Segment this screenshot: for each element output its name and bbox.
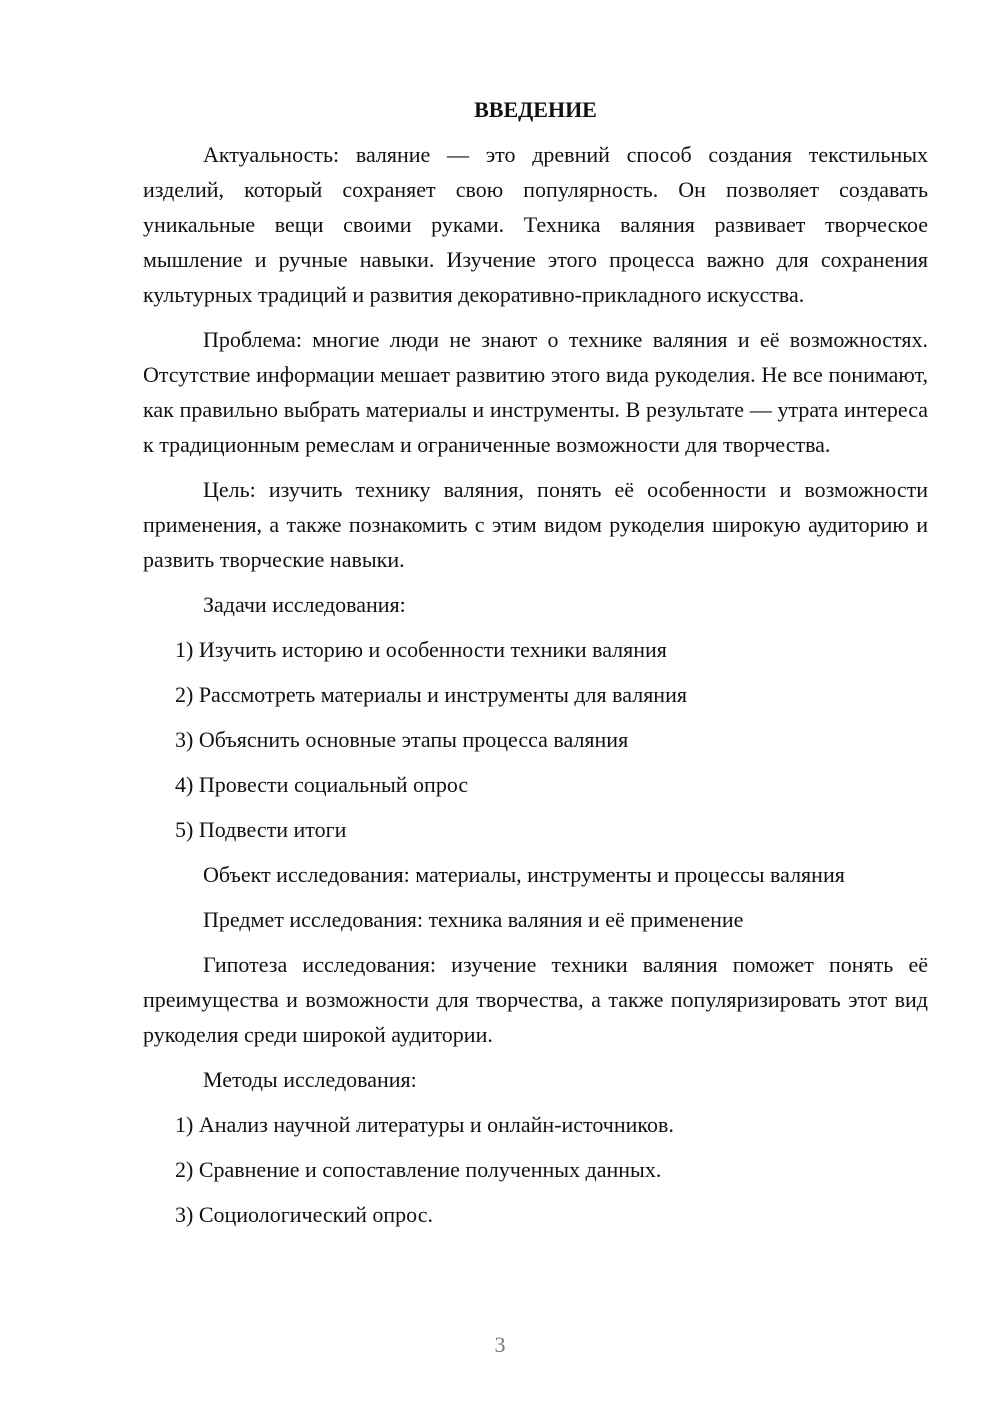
list-item: 5) Подвести итоги xyxy=(175,817,347,842)
page-title: ВВЕДЕНИЕ xyxy=(474,97,597,122)
problem-paragraph: Проблема: многие люди не знают о технике валяния и её возможностях. Отсутствие информации мешает развитию этого вида рукоделия. Не все понимают, как правильно выбрать материалы и инструменты. В результате — утрата интереса к традиционным ремеслам и ограниченные возможности для творчества. xyxy=(143,327,928,457)
document-page xyxy=(143,92,928,1242)
list-item: 2) Сравнение и сопоставление полученных данных. xyxy=(175,1157,662,1182)
page-number: 3 xyxy=(494,1332,506,1357)
relevance-paragraph: Актуальность: валяние — это древний способ создания текстильных изделий, который сохраняет свою популярность. Он позволяет создавать уникальные вещи своими руками. Техника валяния развивает творческое мышление и ручные навыки. Изучение этого процесса важно для сохранения культурных традиций и развития декоративно-прикладного искусства. xyxy=(143,142,928,307)
tasks-heading: Задачи исследования: xyxy=(203,592,406,617)
methods-list xyxy=(143,1107,928,1232)
list-item: 3) Социологический опрос. xyxy=(175,1202,433,1227)
list-item: 1) Изучить историю и особенности техники валяния xyxy=(175,637,667,662)
hypothesis-paragraph: Гипотеза исследования: изучение техники валяния поможет понять её преимущества и возможности для творчества, а также популяризировать этот вид рукоделия среди широкой аудитории. xyxy=(143,952,928,1047)
list-item: 3) Объяснить основные этапы процесса валяния xyxy=(175,727,629,752)
list-item: 2) Рассмотреть материалы и инструменты для валяния xyxy=(175,682,687,707)
list-item: 1) Анализ научной литературы и онлайн-источников. xyxy=(175,1112,674,1137)
tasks-list xyxy=(143,632,928,847)
goal-paragraph: Цель: изучить технику валяния, понять её особенности и возможности применения, а также познакомить с этим видом рукоделия широкую аудиторию и развить творческие навыки. xyxy=(143,477,928,572)
object-line: Объект исследования: материалы, инструменты и процессы валяния xyxy=(203,862,845,887)
subject-line: Предмет исследования: техника валяния и её применение xyxy=(203,907,744,932)
methods-heading: Методы исследования: xyxy=(203,1067,417,1092)
list-item: 4) Провести социальный опрос xyxy=(175,772,469,797)
